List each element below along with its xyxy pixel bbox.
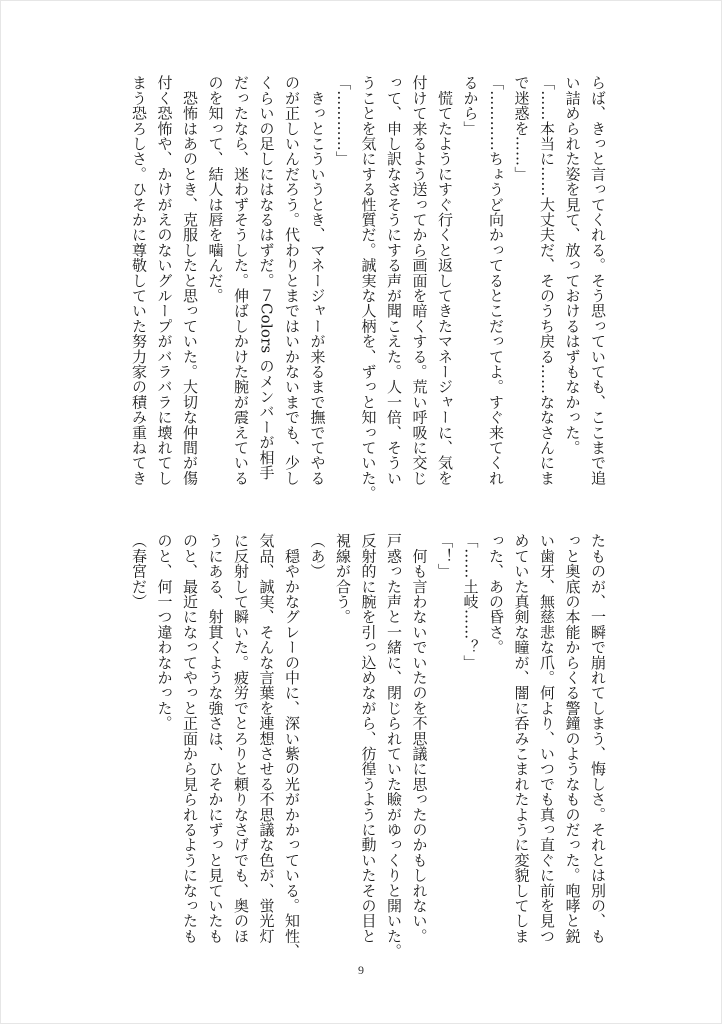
text-column: 穏やかなグレーの中に、深い紫の光がかかっている。知性、 xyxy=(283,533,301,959)
text-column: らば、きっと言ってくれる。そう思っていても、ここまで追 xyxy=(589,75,607,486)
text-column: のと、何一つ違わなかった。 xyxy=(155,533,174,731)
text-column: まう恐ろしさ。ひそかに尊敬していた努力家の積み重ねてき xyxy=(130,75,148,486)
text-column: い歯牙、無慈悲な爪。何より、いつでも真っ直ぐに前を見つ xyxy=(538,533,556,944)
text-column: 慌てたようにすぐ行くと返してきたマネージャーに、気を xyxy=(436,75,454,486)
text-column: い詰められた姿を見て、放っておけるはずもなかった。 xyxy=(563,75,582,455)
text-column: っと奥底の本能からくる警鐘のようなものだった。咆哮と鋭 xyxy=(563,533,582,944)
text-column: のを知って、結人は唇を噛んだ。 xyxy=(206,75,225,303)
page-number: 9 xyxy=(358,963,364,977)
text-column: 反射的に腕を引っ込めながら、彷徨うように動いたその目と xyxy=(359,533,378,944)
text-column: のが正しいんだろう。代わりとまではいかないまでも、少し xyxy=(283,75,301,486)
text-column: 付けて来るよう送ってから画面を暗くする。荒い呼吸に交じ xyxy=(410,75,429,486)
text-column: 「！」 xyxy=(436,533,454,579)
text-column: うにある、射貫くような強さは、ひそかにずっと見ていたも xyxy=(206,533,225,944)
lower-text-block xyxy=(126,533,611,959)
text-column: だったなら、迷わずそうした。伸ばしかけた腕が震えている xyxy=(232,75,250,486)
text-column: のと、最近になってやっと正面から見られるようになったも xyxy=(181,533,199,944)
text-column: 何も言わないでいたのを不思議に思ったのかもしれない。 xyxy=(410,533,429,944)
text-column: 気品、誠実、そんな言葉を連想させる不思議な色が、蛍光灯 xyxy=(257,533,276,944)
text-column: きっとこういうとき、マネージャーが来るまで撫でてやる xyxy=(308,75,327,486)
text-column: （あ） xyxy=(308,533,327,579)
text-column: 「…………ちょうど向かってるとこだってよ。すぐ来てくれ xyxy=(487,75,505,486)
text-column: めていた真剣な瞳が、闇に呑みこまれたように変貌してしま xyxy=(512,533,531,944)
text-column: 「……本当に……大丈夫だ、そのうち戻る……ななさんにま xyxy=(538,75,556,486)
text-column: うことを気にする性質だ。誠実な人柄を、ずっと知っていた。 xyxy=(359,75,378,501)
text-column: たものが、一瞬で崩れてしまう、悔しさ。それとは別の、も xyxy=(589,533,607,944)
text-column: （春宮だ） xyxy=(130,533,148,609)
text-column: くらいの足しにはなるはずだ。７Colors のメンバーが相手 xyxy=(257,75,276,480)
text-column: った、あの昏さ。 xyxy=(487,533,505,655)
text-column: で迷惑を……」 xyxy=(512,75,531,182)
text-column: るから」 xyxy=(461,75,480,136)
text-column: に反射して瞬いた。疲労でとろりと頼りなさげでも、奥のほ xyxy=(232,533,250,944)
text-column: 「…………」 xyxy=(334,75,352,167)
text-column: 戸惑った声と一緒に、閉じられていた瞼がゆっくりと開いた。 xyxy=(385,533,403,959)
text-column: 付く恐怖や、かけがえのないグループがバラバラに壊れてし xyxy=(155,75,174,486)
text-column: 視線が合う。 xyxy=(334,533,352,625)
upper-text-block xyxy=(126,75,611,523)
text-column: って、申し訳なさそうにする声が聞こえた。人一倍、そうい xyxy=(385,75,403,486)
text-column: 「……土岐……？」 xyxy=(461,533,480,670)
text-column: 恐怖はあのとき、克服したと思っていた。大切な仲間が傷 xyxy=(181,75,199,486)
